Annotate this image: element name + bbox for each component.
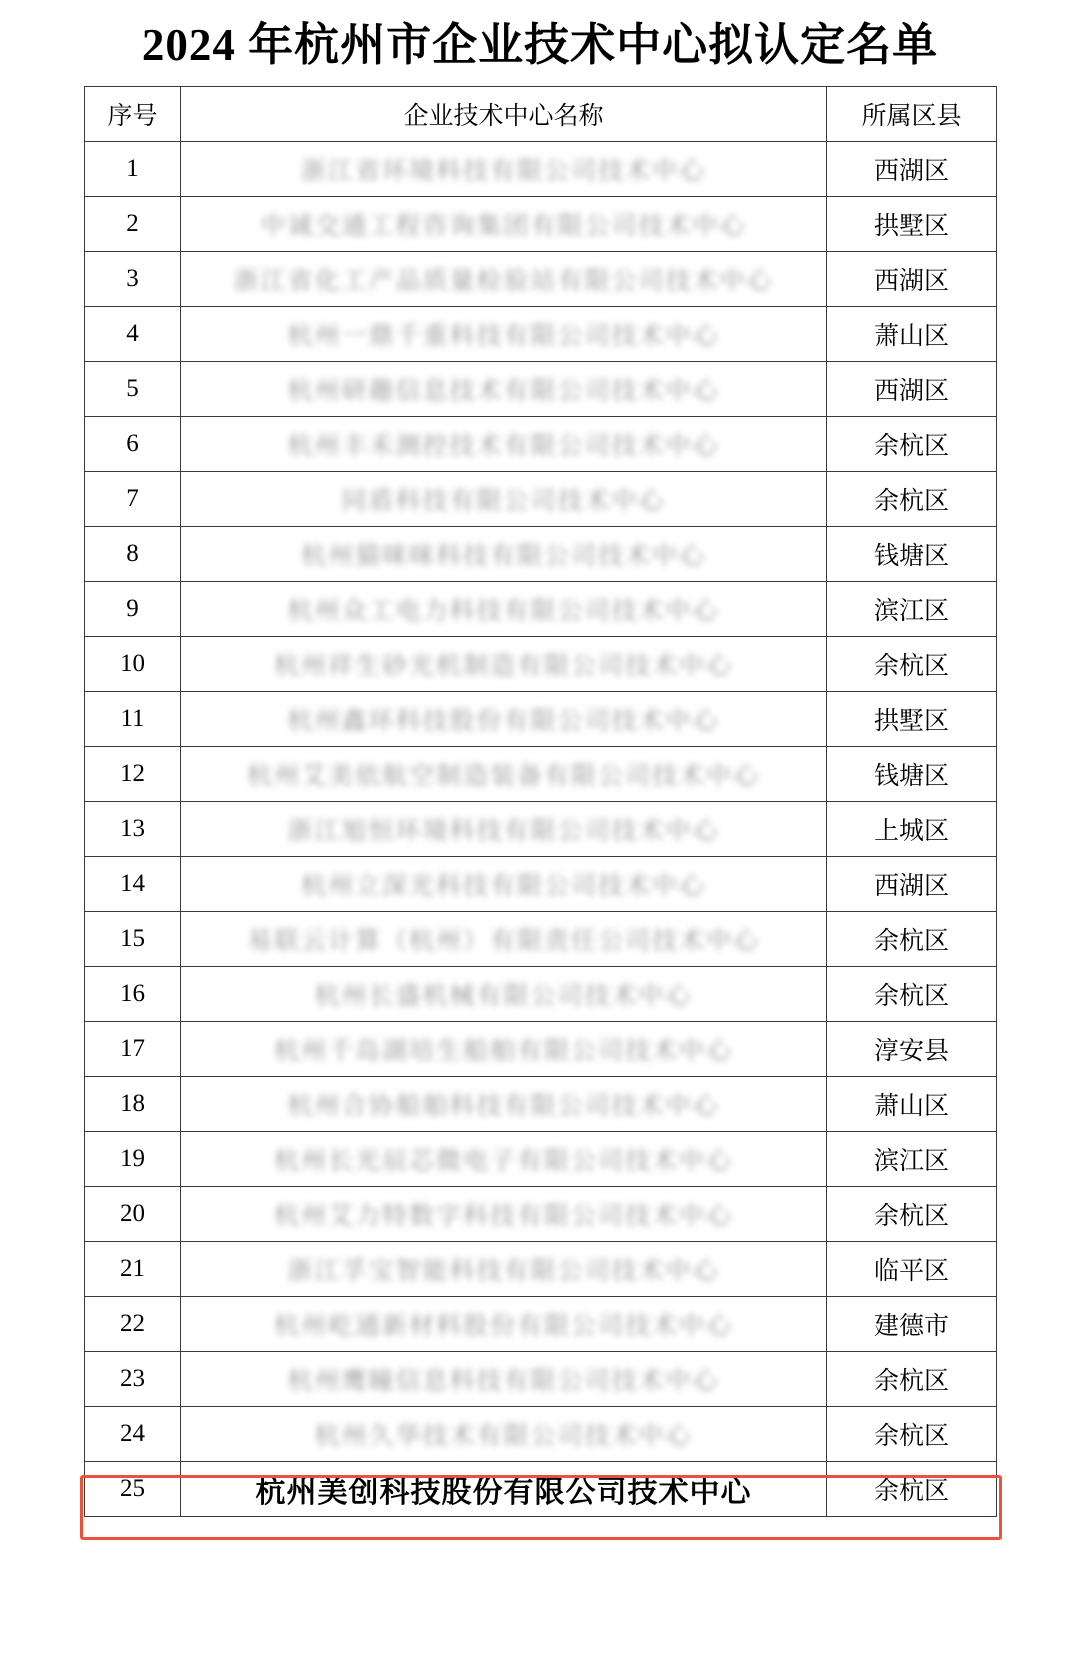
row-district: 拱墅区 — [827, 197, 997, 252]
row-district: 余杭区 — [827, 967, 997, 1022]
redacted-name-text: 易联云计算（杭州）有限责任公司技术中心 — [246, 928, 760, 955]
row-center-name — [181, 1242, 827, 1297]
row-district: 余杭区 — [827, 472, 997, 527]
table-row — [85, 142, 997, 197]
table-row — [85, 1022, 997, 1077]
row-number: 15 — [85, 912, 181, 967]
table-row — [85, 802, 997, 857]
row-center-name — [181, 857, 827, 912]
row-center-name — [181, 252, 827, 307]
redacted-name-text: 杭州屹通新材料股份有限公司技术中心 — [273, 1313, 733, 1340]
table-row — [85, 472, 997, 527]
row-number: 9 — [85, 582, 181, 637]
table-row — [85, 692, 997, 747]
row-center-name — [181, 417, 827, 472]
row-district: 滨江区 — [827, 582, 997, 637]
table-row — [85, 527, 997, 582]
listing-table — [84, 86, 997, 1517]
row-number: 13 — [85, 802, 181, 857]
column-header-district: 所属区县 — [827, 87, 997, 142]
row-center-name — [181, 967, 827, 1022]
row-center-name — [181, 307, 827, 362]
table-row — [85, 967, 997, 1022]
row-district: 萧山区 — [827, 307, 997, 362]
highlighted-name-text: 杭州美创科技股份有限公司技术中心 — [255, 1476, 752, 1509]
row-center-name — [181, 802, 827, 857]
document-page — [0, 18, 1080, 1663]
redacted-name-text: 杭州合协船舶科技有限公司技术中心 — [287, 1093, 720, 1120]
table-row — [85, 857, 997, 912]
row-number: 6 — [85, 417, 181, 472]
row-center-name — [181, 472, 827, 527]
row-center-name — [181, 1297, 827, 1352]
row-district: 钱塘区 — [827, 527, 997, 582]
redacted-name-text: 杭州丰禾测控技术有限公司技术中心 — [287, 433, 720, 460]
redacted-name-text: 杭州久华技术有限公司技术中心 — [314, 1423, 693, 1450]
table-row — [85, 1242, 997, 1297]
row-number: 4 — [85, 307, 181, 362]
row-district: 上城区 — [827, 802, 997, 857]
row-center-name — [181, 362, 827, 417]
row-number: 16 — [85, 967, 181, 1022]
row-number: 12 — [85, 747, 181, 802]
table-row — [85, 1077, 997, 1132]
row-district: 余杭区 — [827, 1187, 997, 1242]
row-number: 17 — [85, 1022, 181, 1077]
table-header — [85, 87, 997, 142]
table-row — [85, 912, 997, 967]
row-district: 西湖区 — [827, 362, 997, 417]
row-center-name — [181, 582, 827, 637]
row-center-name — [181, 1187, 827, 1242]
table-row — [85, 362, 997, 417]
row-district: 萧山区 — [827, 1077, 997, 1132]
row-district: 余杭区 — [827, 1407, 997, 1462]
row-district: 余杭区 — [827, 1352, 997, 1407]
table-body — [85, 142, 997, 1517]
redacted-name-text: 浙江旭恒环境科技有限公司技术中心 — [287, 818, 720, 845]
redacted-name-text: 杭州研趣信息技术有限公司技术中心 — [287, 378, 720, 405]
row-center-name — [181, 1132, 827, 1187]
redacted-name-text: 杭州艾力特数字科技有限公司技术中心 — [273, 1203, 733, 1230]
redacted-name-text: 杭州众工电力科技有限公司技术中心 — [287, 598, 720, 625]
row-number: 11 — [85, 692, 181, 747]
redacted-name-text: 浙江孚宝智能科技有限公司技术中心 — [287, 1258, 720, 1285]
row-center-name — [181, 1352, 827, 1407]
row-district: 滨江区 — [827, 1132, 997, 1187]
redacted-name-text: 同盾科技有限公司技术中心 — [341, 488, 666, 515]
row-center-name — [181, 1022, 827, 1077]
row-district: 建德市 — [827, 1297, 997, 1352]
row-district: 临平区 — [827, 1242, 997, 1297]
redacted-name-text: 杭州鹰瞳信息科技有限公司技术中心 — [287, 1368, 720, 1395]
table-row — [85, 747, 997, 802]
redacted-name-text: 杭州祥生砂光机制造有限公司技术中心 — [273, 653, 733, 680]
row-district: 余杭区 — [827, 637, 997, 692]
table-row — [85, 197, 997, 252]
row-center-name — [181, 197, 827, 252]
row-district: 余杭区 — [827, 912, 997, 967]
row-center-name — [181, 692, 827, 747]
row-center-name — [181, 1077, 827, 1132]
row-number: 14 — [85, 857, 181, 912]
row-center-name — [181, 1407, 827, 1462]
row-district: 拱墅区 — [827, 692, 997, 747]
row-district: 淳安县 — [827, 1022, 997, 1077]
table-row — [85, 1187, 997, 1242]
row-center-name — [181, 747, 827, 802]
row-number: 5 — [85, 362, 181, 417]
row-center-name — [181, 527, 827, 582]
redacted-name-text: 杭州立深光科技有限公司技术中心 — [300, 873, 706, 900]
row-center-name — [181, 1462, 827, 1517]
table-header-row — [85, 87, 997, 142]
row-district: 余杭区 — [827, 417, 997, 472]
row-number: 22 — [85, 1297, 181, 1352]
redacted-name-text: 杭州猫咪咪科技有限公司技术中心 — [300, 543, 706, 570]
column-header-no: 序号 — [85, 87, 181, 142]
redacted-name-text: 杭州鑫环科技股份有限公司技术中心 — [287, 708, 720, 735]
table-row — [85, 1297, 997, 1352]
row-number: 21 — [85, 1242, 181, 1297]
listing-table-container — [84, 86, 996, 1517]
redacted-name-text: 杭州艾美依航空制造装备有限公司技术中心 — [246, 763, 760, 790]
table-row — [85, 1132, 997, 1187]
table-row — [85, 582, 997, 637]
table-row — [85, 1352, 997, 1407]
row-number: 23 — [85, 1352, 181, 1407]
row-number: 1 — [85, 142, 181, 197]
table-row — [85, 637, 997, 692]
row-district: 钱塘区 — [827, 747, 997, 802]
table-row — [85, 307, 997, 362]
table-row — [85, 417, 997, 472]
page-title: 2024 年杭州市企业技术中心拟认定名单 — [141, 20, 939, 70]
row-number: 25 — [85, 1462, 181, 1517]
row-number: 19 — [85, 1132, 181, 1187]
redacted-name-text: 浙江省环境科技有限公司技术中心 — [300, 158, 706, 185]
row-district: 余杭区 — [827, 1462, 997, 1517]
redacted-name-text: 杭州长光辰芯微电子有限公司技术中心 — [273, 1148, 733, 1175]
table-row — [85, 1407, 997, 1462]
row-number: 20 — [85, 1187, 181, 1242]
redacted-name-text: 中诚交通工程咨询集团有限公司技术中心 — [260, 213, 747, 240]
row-district: 西湖区 — [827, 142, 997, 197]
redacted-name-text: 杭州长盛机械有限公司技术中心 — [314, 983, 693, 1010]
row-center-name — [181, 142, 827, 197]
redacted-name-text: 杭州一鼎千重科技有限公司技术中心 — [287, 323, 720, 350]
table-row — [85, 252, 997, 307]
table-row — [85, 1462, 997, 1517]
row-number: 7 — [85, 472, 181, 527]
row-number: 24 — [85, 1407, 181, 1462]
column-header-name: 企业技术中心名称 — [181, 87, 827, 142]
row-number: 3 — [85, 252, 181, 307]
redacted-name-text: 杭州千岛湖培生船舶有限公司技术中心 — [273, 1038, 733, 1065]
row-number: 10 — [85, 637, 181, 692]
row-district: 西湖区 — [827, 857, 997, 912]
row-center-name — [181, 637, 827, 692]
row-district: 西湖区 — [827, 252, 997, 307]
row-number: 18 — [85, 1077, 181, 1132]
row-center-name — [181, 912, 827, 967]
row-number: 8 — [85, 527, 181, 582]
redacted-name-text: 浙江省化工产品质量检验站有限公司技术中心 — [233, 268, 774, 295]
row-number: 2 — [85, 197, 181, 252]
